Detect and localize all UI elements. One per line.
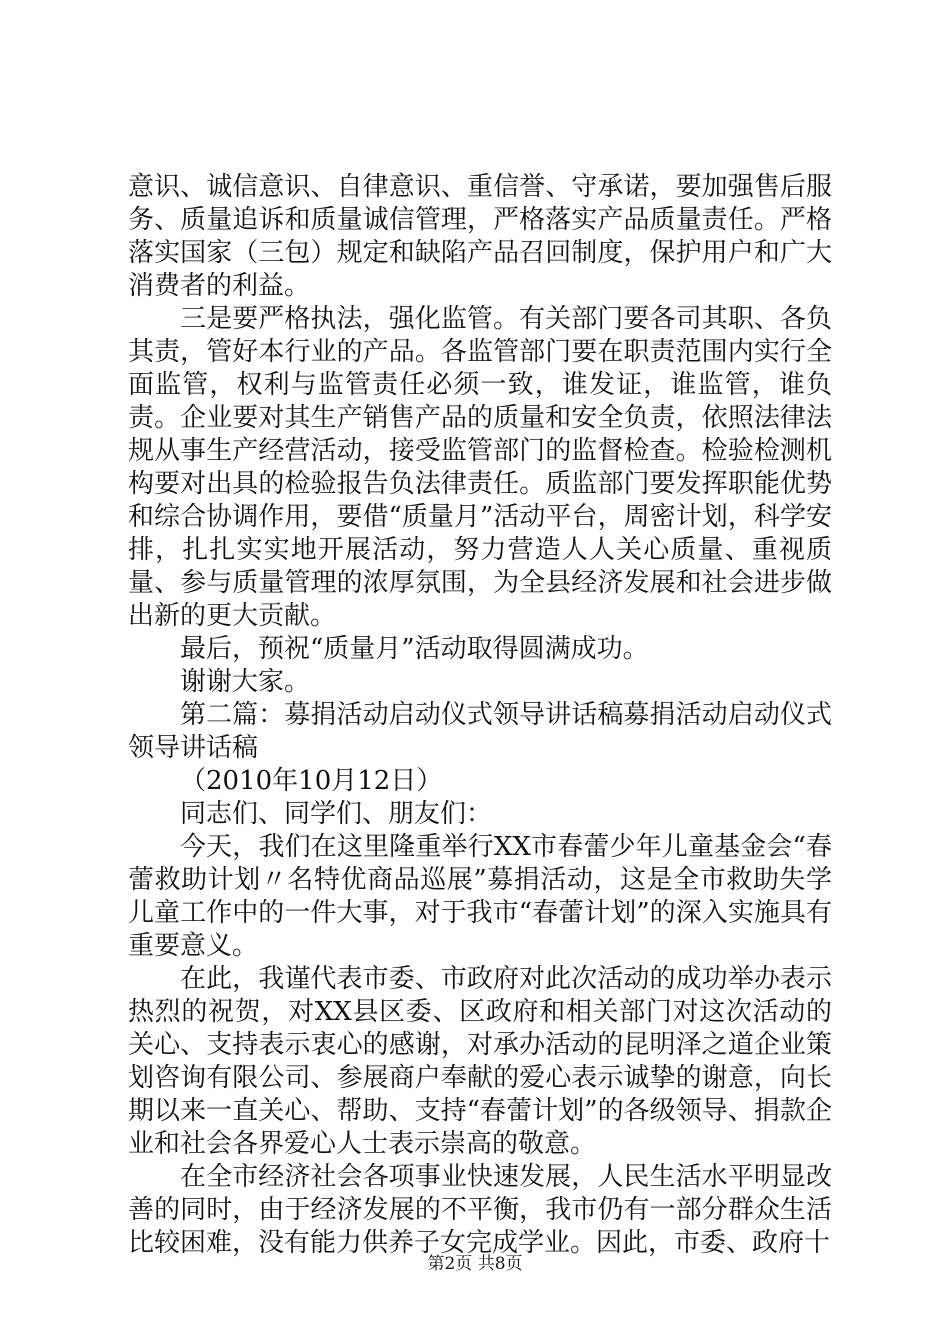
paragraph-continuation: 意识、诚信意识、自律意识、重信誉、守承诺，要加强售后服务、质量追诉和质量诚信管理，严格落实产品质量责任。严格落实国家（三包）规定和缺陷产品召回制度，保护用户和广大消费者的利益。 bbox=[128, 172, 832, 301]
section-heading: 第二篇：募捐活动启动仪式领导讲话稿募捐活动启动仪式领导讲话稿 bbox=[128, 700, 832, 763]
speech-date: （2010年10月12日） bbox=[180, 766, 443, 796]
paragraph-thanks: 谢谢大家。 bbox=[180, 667, 311, 697]
paragraph-closing-wish: 最后，预祝“质量月”活动取得圆满成功。 bbox=[180, 634, 649, 664]
paragraph-point-three: 三是要严格执法，强化监管。有关部门要各司其职、各负其责，管好本行业的产品。各监管部门要在职责范围内实行全面监管，权利与监管责任必须一致，谁发证，谁监管，谁负责。企业要对其生产销售产品的质量和安全负责，依照法律法规从事生产经营活动，接受监管部门的监督检查。检验检测机构要对出具的检验报告负法律责任。质监部门要发挥职能优势和综合协调作用，要借“质量月”活动平台，周密计划，科学安排，扎扎实实地开展活动，努力营造人人关心质量、重视质量、参与质量管理的浓厚氛围，为全县经济发展和社会进步做出新的更大贡献。 bbox=[128, 304, 832, 631]
salutation: 同志们、同学们、朋友们： bbox=[180, 799, 493, 829]
paragraph-gratitude: 在此，我谨代表市委、市政府对此次活动的成功举办表示热烈的祝贺，对XX县区委、区政府和相关部门对这次活动的关心、支持表示衷心的感谢，对承办活动的昆明泽之道企业策划咨询有限公司、参展商户奉献的爱心表示诚挚的谢意，向长期以来一直关心、帮助、支持“春蕾计划”的各级领导、捐款企业和社会各界爱心人士表示崇高的敬意。 bbox=[128, 964, 832, 1159]
paragraph-intro: 今天，我们在这里隆重举行XX市春蕾少年儿童基金会“春蕾救助计划〃名特优商品巡展”募捐活动，这是全市救助失学儿童工作中的一件大事，对于我市“春蕾计划”的深入实施具有重要意义。 bbox=[128, 832, 832, 961]
page-footer: 第2页 共8页 bbox=[427, 1254, 523, 1274]
paragraph-background: 在全市经济社会各项事业快速发展，人民生活水平明显改善的同时，由于经济发展的不平衡，我市仍有一部分群众生活比较困难，没有能力供养子女完成学业。因此，市委、政府十 bbox=[128, 1162, 832, 1258]
document-body bbox=[128, 171, 832, 1260]
